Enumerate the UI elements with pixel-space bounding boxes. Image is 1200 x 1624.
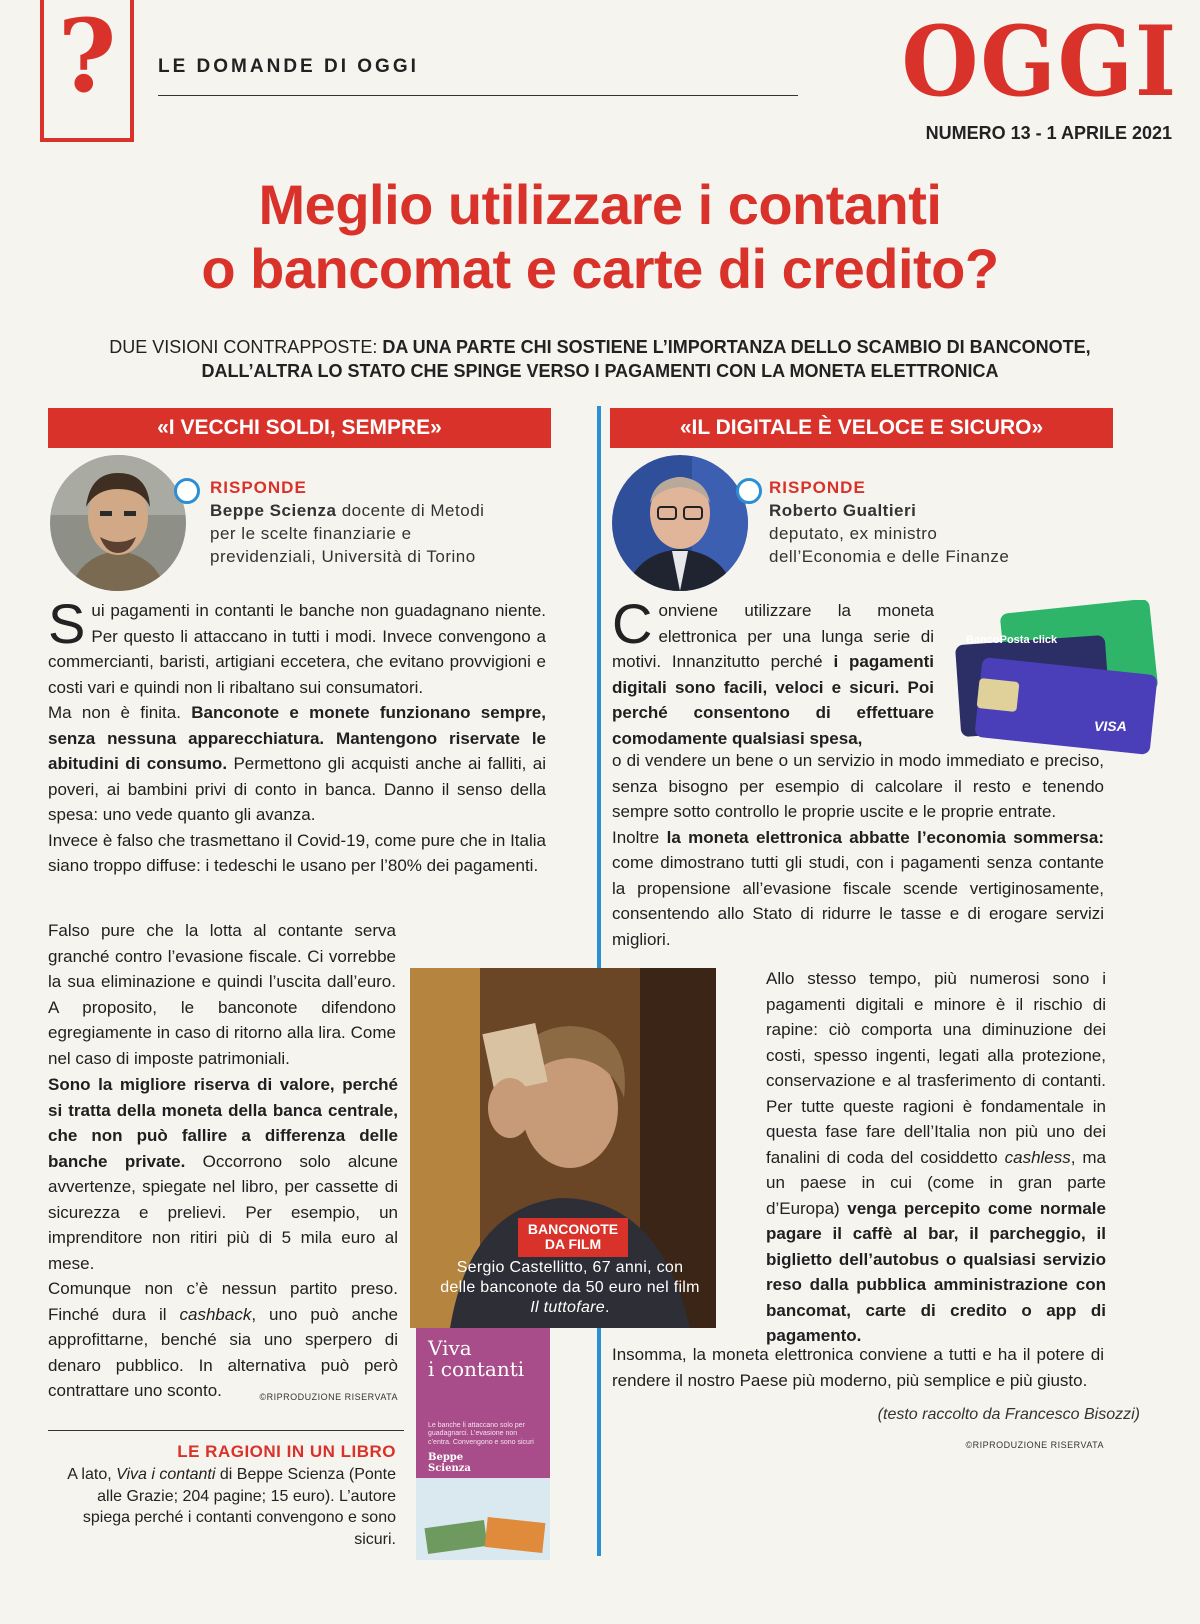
book-cover: [416, 1328, 550, 1560]
right-article-top: [612, 592, 934, 751]
left-p6-a: Comunque non c’è nessun partito preso. Finché dura il: [48, 1279, 398, 1324]
right-paragraph-4: Insomma, la moneta elettronica conviene a tutti e ha il potere di rendere il nostro Paese più moderno, più semplice e più giusto.: [612, 1345, 1104, 1390]
left-paragraph-3: Invece è falso che trasmettano il Covid-19, come pure che in Italia siano troppo diffuse: i tedeschi le usano per l’80% dei pagamenti.: [48, 830, 546, 875]
respondent-ring-icon: [736, 478, 762, 504]
respondent-name: Beppe Scienza: [210, 501, 337, 520]
right-paragraph-2: [612, 825, 1104, 953]
right-p2-a: Inoltre: [612, 827, 667, 847]
issue-number: NUMERO 13 - 1 APRILE: [925, 123, 1132, 143]
visa-logo: VISA: [1094, 718, 1127, 734]
dropcap: C: [612, 592, 653, 655]
left-article-bottom: [48, 1072, 398, 1404]
book-title-2: i contanti: [428, 1357, 525, 1381]
left-p2-c: Permettono gli acquisti anche ai falliti, ai poveri, ai bambini privi di conto in banca. Danno il senso della spesa: uno vede quanto gli avanza.: [48, 754, 546, 824]
photo-tag-label: [518, 1218, 628, 1257]
right-paragraph-1a: [612, 592, 934, 751]
left-p4-text: Falso pure che la lotta al contante serva granché contro l’evasione fiscale. Ci vorrebbe la sua eliminazione e quindi l’uscita dall’euro. A proposito, le banconote difendono egregiamente in caso di ritorno alla lira. Come nel caso di imposte patrimoniali.: [48, 921, 396, 1068]
photo-caption: [440, 1258, 700, 1318]
left-article-top: [48, 592, 546, 879]
right-p1-bold: i pagamenti digitali sono facili, veloci e sicuri. Poi perché consentono di effettuare comodamente qualsiasi spesa,: [612, 652, 934, 748]
issue-info: [820, 123, 1172, 144]
book-blurb: Le banche li attaccano solo per guadagnarci. L’evasione non c’entra. Convengono e sono sicuri: [428, 1422, 534, 1446]
book-author-1: Beppe: [428, 1452, 464, 1463]
author-credit: (testo raccolto da Francesco Bisozzi): [877, 1406, 1140, 1423]
right-p3-italic: cashless: [1004, 1147, 1071, 1167]
card-brand-2: click: [1032, 634, 1058, 646]
respondent-role-1: docente di Metodi: [336, 501, 485, 520]
respondent-bio: [210, 500, 550, 569]
deck-bold-2: DALL’ALTRA LO STATO CHE SPINGE VERSO I PAGAMENTI CON LA MONETA ELETTRONICA: [201, 361, 999, 382]
photo-tag-line-1: BANCONOTE: [527, 1221, 619, 1237]
left-p2-bold: Banconote e monete funzionano sempre, senza nessuna apparecchiatura. Mantengono riservate le abitudini di consumo.: [48, 703, 546, 773]
right-p2-bold: la moneta elettronica abbatte l’economia sommersa:: [666, 827, 1104, 847]
card-brand-1: BancoPosta: [966, 634, 1030, 646]
card-brand: [966, 634, 1057, 646]
photo-tag: [518, 1218, 628, 1257]
film-photo: [410, 968, 716, 1328]
oggi-logo: OGGI: [901, 5, 1178, 118]
respondent-role-3: previdenziali, Università di Torino: [210, 546, 476, 566]
deck-lead: DUE VISIONI CONTRAPPOSTE:: [109, 337, 383, 357]
sidebox-t2: di Beppe Scienza (Ponte alle Grazie; 204 pagine; 15 euro). L’autore spiega perché i contanti convengono e sono sicuri.: [82, 1466, 396, 1548]
right-p1-a: onviene utilizzare la moneta elettronica per una lunga serie di motivi. Innanzitutto perché: [612, 601, 934, 671]
respondent-ring-icon: [174, 478, 200, 504]
right-article-bottom: [766, 966, 1106, 1349]
right-paragraph-1b: o di vendere un bene o un servizio in modo immediato e preciso, senza bisogno per esempio di calcolare il resto e tenendo sempre sotto controllo le proprie uscite e le proprie entrate.: [612, 751, 1104, 821]
right-p3-bold: venga percepito come normale pagare il caffè al bar, il parcheggio, il biglietto dell’autobus o qualsiasi servizio reso dalla pubblica amministrazione con bancomat, carte di credito o app di pagamento.: [766, 1198, 1106, 1345]
beppe-scienza-portrait: [50, 455, 186, 591]
left-paragraph-2: [48, 700, 546, 828]
issue-year: 2021: [1131, 123, 1172, 143]
right-banner: «IL DIGITALE È VELOCE E SICURO»: [610, 408, 1113, 448]
book-title: [428, 1338, 544, 1380]
left-banner: «I VECCHI SOLDI, SEMPRE»: [48, 408, 551, 448]
caption-end: .: [605, 1299, 610, 1316]
right-article-end: [612, 1342, 1104, 1393]
respondent-bio: [769, 500, 1129, 569]
left-paragraph-5: [48, 1072, 398, 1276]
sidebox-title: LE RAGIONI IN UN LIBRO: [177, 1442, 396, 1461]
left-p5-text: Occorrono solo alcune avvertenze, spiegate nel libro, per cassette di sicurezza e prelievi. Per esempio, un imprenditore non ritiri più di 5 mila euro al mese.: [48, 1151, 398, 1273]
left-p6-b: , uno può anche approfittarne, benché sia uno sperpero di denaro pubblico. In alternativa può però contrattare uno sconto.: [48, 1304, 398, 1400]
section-kicker: LE DOMANDE DI OGGI: [158, 56, 419, 77]
caption-text: Sergio Castellitto, 67 anni, con delle banconote da 50 euro nel film: [440, 1259, 700, 1296]
dropcap: S: [48, 592, 86, 655]
sidebox-book-title: Viva i contanti: [116, 1466, 216, 1483]
sidebox-t1: A lato,: [67, 1466, 117, 1483]
left-paragraph-1: [48, 592, 546, 700]
headline-line-1: Meglio utilizzare i contanti: [258, 173, 942, 236]
deck: [20, 335, 1180, 384]
caption-film-title: Il tuttofare: [530, 1299, 605, 1316]
left-copyright: ©RIPRODUZIONE RISERVATA: [259, 1392, 398, 1402]
sidebox-rule: [48, 1430, 404, 1431]
respondent-role-1: deputato, ex ministro: [769, 523, 938, 543]
roberto-gualtieri-portrait: [612, 455, 748, 591]
respondent-role-2: dell’Economia e delle Finanze: [769, 546, 1010, 566]
respondent-role-2: per le scelte finanziarie e: [210, 523, 412, 543]
risponde-label: RISPONDE: [769, 478, 866, 497]
left-paragraph-6: [48, 1276, 398, 1404]
masthead-rule: [158, 95, 798, 96]
right-copyright: ©RIPRODUZIONE RISERVATA: [965, 1440, 1104, 1450]
right-p3-b: , ma un paese in cui (come in gran parte d’Europa): [766, 1147, 1106, 1218]
question-mark: ?: [57, 0, 117, 115]
left-p6-italic: cashback: [179, 1304, 252, 1324]
right-p3-a: Allo stesso tempo, più numerosi sono i pagamenti digitali e minore è il rischio di rapine: ciò comporta una diminuzione dei costi, spesso ingenti, legati alla protezione, conservazione e al trasferimento di contanti. Per tutte queste ragioni è fondamentale in questa fase fare dell’Italia non più uno dei fanalini di coda del cosiddetto: [766, 969, 1106, 1167]
risponde-label: RISPONDE: [210, 478, 307, 497]
sidebox-text: [48, 1464, 396, 1550]
right-paragraph-3: [766, 966, 1106, 1349]
deck-bold-1: DA UNA PARTE CHI SOSTIENE L’IMPORTANZA DELLO SCAMBIO DI BANCONOTE,: [382, 337, 1091, 357]
left-p5-bold: Sono la migliore riserva di valore, perché si tratta della moneta della banca centrale, che non può fallire a differenza delle banche private.: [48, 1075, 398, 1171]
left-p2-a: Ma non è finita.: [48, 703, 192, 722]
right-p2-c: come dimostrano tutti gli studi, con i pagamenti senza contante la propensione all’evasione fiscale scende vertiginosamente, consentendo allo Stato di ridurre le tasse e di erogare servizi migliori.: [612, 853, 1104, 949]
right-article-mid: [612, 748, 1104, 952]
photo-tag-line-2: DA FILM: [544, 1236, 602, 1253]
book-author: [428, 1452, 471, 1474]
respondent-name: Roberto Gualtieri: [769, 501, 917, 520]
headline-line-2: o bancomat e carte di credito?: [201, 237, 999, 301]
headline: [20, 173, 1180, 302]
book-title-1: Viva: [428, 1336, 472, 1360]
book-author-2: Scienza: [428, 1463, 471, 1474]
credit-cards-image: [944, 600, 1160, 760]
left-p1-text: ui pagamenti in contanti le banche non guadagnano niente. Per questo li attaccano in tutti i modi. Invece convengono a commercianti, baristi, artigiani eccetera, che evitano provvigioni e costi vari e quindi non li ribaltano sui consumatori.: [48, 601, 546, 697]
